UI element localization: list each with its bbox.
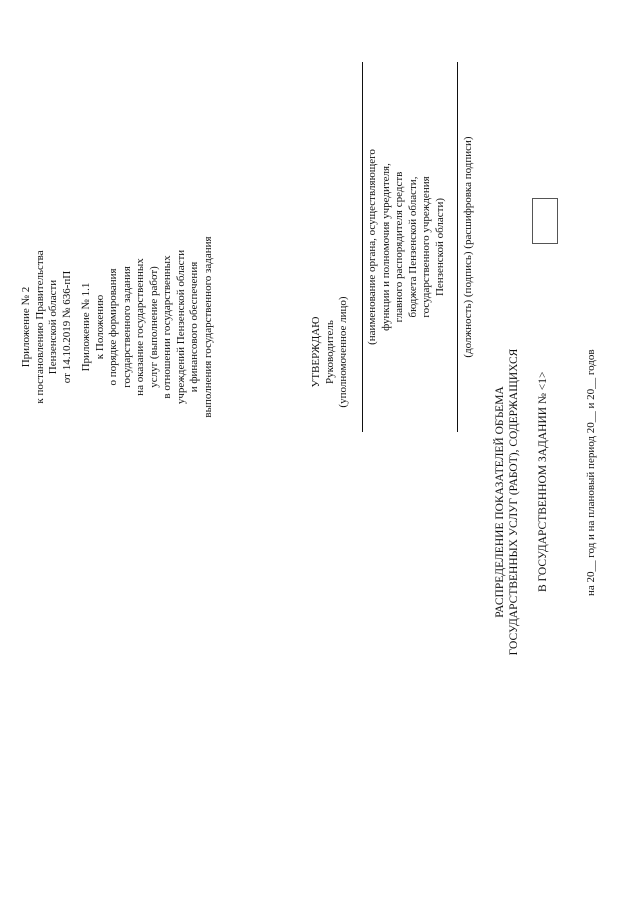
organization-caption-line: (наименование органа, осуществляющего <box>366 149 378 345</box>
document-page <box>10 12 630 892</box>
appendix-line: выполнения государственного задания <box>201 236 214 418</box>
organization-line <box>362 62 363 432</box>
appendix-line: государственного задания <box>120 266 133 388</box>
appendix-line: Пензенской области <box>47 279 59 375</box>
appendix-line: от 14.10.2019 № 636-пП <box>60 270 73 384</box>
appendix-line: Приложение № 2 <box>20 286 32 368</box>
appendix-line: услуг (выполнение работ) <box>147 266 160 388</box>
organization-caption-line: Пензенской области) <box>433 197 446 297</box>
document-title-line: ГОСУДАРСТВЕННЫХ УСЛУГ (РАБОТ), СОДЕРЖАЩИХСЯ <box>507 348 520 656</box>
appendix-line: к Положению <box>93 294 106 360</box>
approval-heading: УТВЕРЖДАЮ <box>310 316 322 388</box>
appendix-line: и финансового обеспечения <box>188 261 200 393</box>
approval-block <box>310 252 351 452</box>
signature-line <box>457 62 458 432</box>
appendix-header <box>20 212 215 442</box>
period-line: на 20__ год и на плановый период 20__ и 20__ годов <box>585 349 597 596</box>
organization-caption-line: главного распорядителя средств <box>393 171 405 323</box>
document-title-line: РАСПРЕДЕЛЕНИЕ ПОКАЗАТЕЛЕЙ ОБЪЕМА <box>494 386 506 618</box>
appendix-line: Приложение № 1.1 <box>80 282 92 372</box>
approval-role-note: (уполномоченное лицо) <box>337 296 349 408</box>
organization-caption-line: бюджета Пензенской области, <box>406 176 419 318</box>
task-number-label: В ГОСУДАРСТВЕННОМ ЗАДАНИИ № <1> <box>537 371 549 592</box>
document-title <box>494 292 521 712</box>
task-number-box[interactable] <box>532 198 558 244</box>
appendix-line: в отношении государственных <box>161 255 173 399</box>
appendix-line: учреждений Пензенской области <box>174 249 187 405</box>
appendix-line: на оказание государственных <box>134 258 146 396</box>
organization-caption-line: государственного учреждения <box>420 176 432 318</box>
organization-caption <box>366 72 447 422</box>
organization-caption-line: функции и полномочия учредителя, <box>379 163 392 331</box>
task-number-row <box>532 192 558 592</box>
appendix-line: к постановлению Правительства <box>33 250 46 404</box>
signature-caption: (должность) (подпись) (расшифровка подписи) <box>462 136 474 358</box>
appendix-line: о порядке формирования <box>107 268 119 386</box>
approval-role: Руководитель <box>323 320 336 384</box>
